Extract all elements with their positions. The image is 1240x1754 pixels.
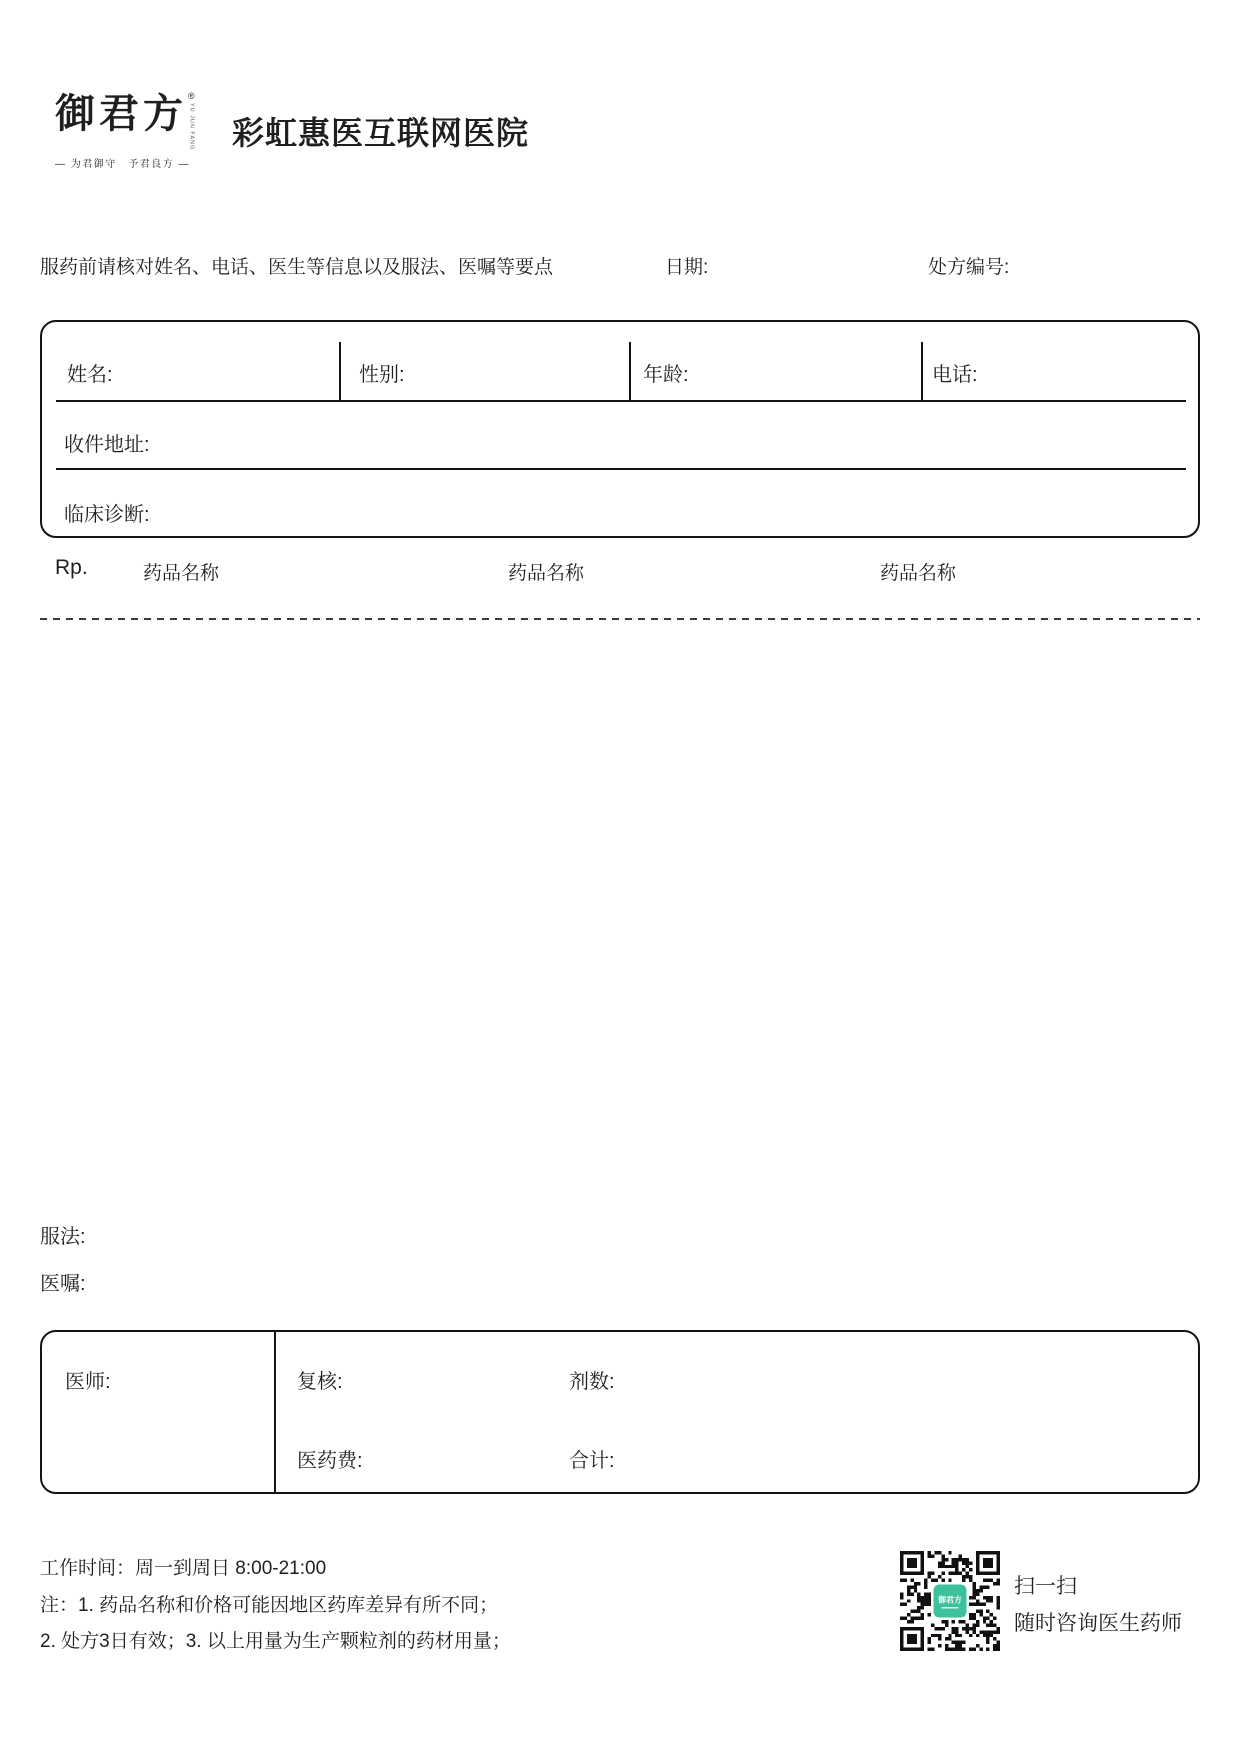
total-label: 合计:	[569, 1450, 615, 1472]
footnote-line-1: 注：1. 药品名称和价格可能因地区药库差异有所不同；	[40, 1595, 499, 1616]
drug-name-column-header: 药品名称	[143, 563, 220, 584]
registered-trademark-icon: ®	[188, 91, 195, 101]
footnote-line-2: 2. 处方3日有效；3. 以上用量为生产颗粒剂的药材用量；	[40, 1631, 511, 1652]
qr-code	[900, 1551, 1000, 1651]
usage-method-label: 服法:	[40, 1226, 86, 1248]
patient-phone-label: 电话:	[932, 364, 978, 386]
drug-name-column-header: 药品名称	[508, 563, 585, 584]
patient-age-label: 年龄:	[643, 364, 689, 386]
prescription-header-row	[0, 556, 1240, 586]
reviewer-label: 复核:	[297, 1371, 343, 1393]
dashed-separator	[40, 618, 1200, 620]
brand-logo	[55, 90, 195, 170]
rp-label: Rp.	[55, 556, 88, 579]
prescription-number-label: 处方编号:	[928, 257, 1010, 278]
scan-qr-subtitle: 随时咨询医生药师	[1014, 1612, 1182, 1635]
verify-notice-text: 服药前请核对姓名、电话、医生等信息以及服法、医嘱等要点	[40, 257, 554, 278]
clinical-diagnosis-label: 临床诊断:	[64, 504, 150, 526]
doctor-advice-label: 医嘱:	[40, 1273, 86, 1295]
drug-name-column-header: 药品名称	[880, 563, 957, 584]
hospital-name: 彩虹惠医互联网医院	[232, 115, 530, 151]
scan-qr-title: 扫一扫	[1014, 1575, 1077, 1598]
row-divider	[56, 468, 1186, 470]
signoff-box	[40, 1330, 1200, 1494]
notice-row	[40, 252, 1200, 280]
shipping-address-label: 收件地址:	[64, 434, 150, 456]
patient-gender-label: 性别:	[359, 364, 405, 386]
row-divider	[56, 400, 1186, 402]
medicine-fee-label: 医药费:	[297, 1450, 363, 1472]
dose-count-label: 剂数:	[569, 1371, 615, 1393]
patient-info-box	[40, 320, 1200, 538]
brand-tagline: — 为君御守 予君良方 —	[55, 159, 191, 170]
qr-logo-text: 御君方	[938, 1595, 962, 1605]
qr-center-logo	[933, 1584, 967, 1618]
column-divider	[921, 342, 923, 400]
column-divider	[629, 342, 631, 400]
brand-logo-characters: 御君方	[55, 90, 187, 137]
column-divider	[339, 342, 341, 400]
brand-romanized-text: YU JUN FANG	[188, 103, 195, 151]
working-hours-text: 工作时间：周一到周日 8:00-21:00	[40, 1558, 327, 1579]
date-field-label: 日期:	[665, 257, 709, 278]
doctor-signature-label: 医师:	[65, 1371, 111, 1393]
patient-name-label: 姓名:	[67, 364, 113, 386]
column-divider	[274, 1332, 276, 1492]
